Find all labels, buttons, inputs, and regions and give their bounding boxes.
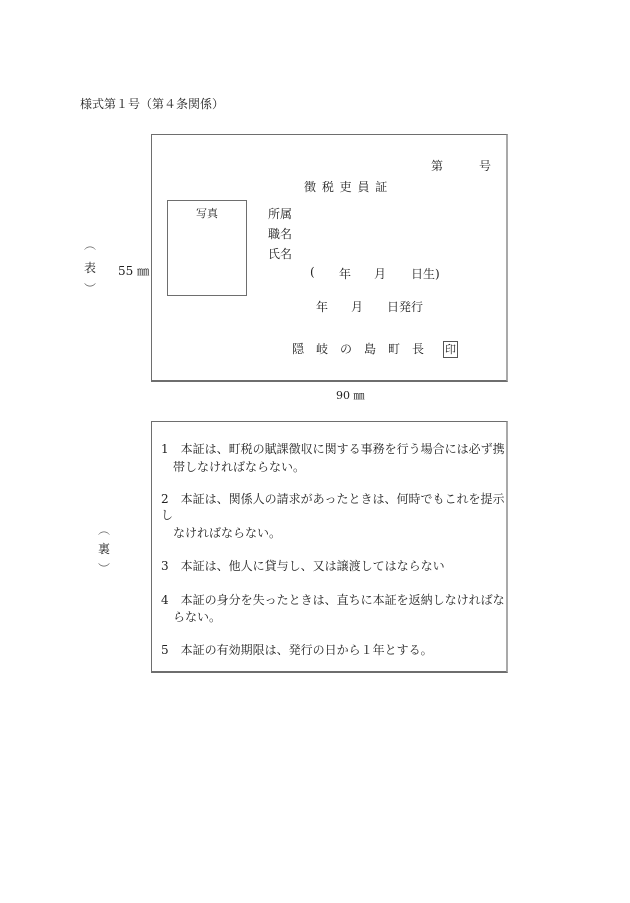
issue-year: 年 [316,300,329,314]
field-affiliation-label: 所属 [268,207,293,221]
birth-open: ( [310,265,315,279]
height-dimension: 55 ㎜ [118,264,150,278]
front-paren-open: ︵ [84,238,97,252]
field-name-label: 氏名 [268,247,293,261]
form-title: 様式第１号（第４条関係） [80,97,225,111]
rule-2-line1: 2 本証は、関係人の請求があったときは、何時でもこれを提示 [161,492,505,506]
birth-year: 年 [339,267,352,281]
rule-2-line2: し [161,508,174,522]
issuer-name: 隠 岐 の 島 町 長 [292,342,425,356]
issue-month: 月 [351,300,364,314]
rule-3-line1: 3 本証は、他人に貸与し、又は譲渡してはならない [161,559,445,573]
back-paren-close: ︶ [98,562,111,576]
field-title-label: 職名 [268,227,293,241]
rule-5-line1: 5 本証の有効期限は、発行の日から１年とする。 [161,643,433,657]
photo-label: 写真 [196,207,218,220]
back-paren-open: ︵ [98,523,111,537]
back-side-label: 裏 [97,542,110,556]
rule-1-line2: 帯しなければならない。 [161,460,306,474]
width-dimension: 90 ㎜ [336,389,365,402]
card-number-suffix: 号 [479,159,492,173]
photo-box [167,200,247,296]
birth-month: 月 [374,267,387,281]
issue-day: 日発行 [387,300,424,314]
seal-mark: 印 [445,343,456,356]
card-number-prefix: 第 [431,159,444,173]
birth-day: 日生) [411,267,440,281]
rule-2-line3: なければならない。 [161,526,282,540]
rule-1-line1: 1 本証は、町税の賦課徴収に関する事務を行う場合には必ず携 [161,442,505,456]
front-side-label: 表 [83,261,96,275]
rule-4-line1: 4 本証の身分を失ったときは、直ちに本証を返納しなければな [161,593,505,607]
card-title: 徴 税 吏 員 証 [304,180,389,194]
rule-4-line2: らない。 [161,610,222,624]
front-paren-close: ︶ [84,282,97,296]
